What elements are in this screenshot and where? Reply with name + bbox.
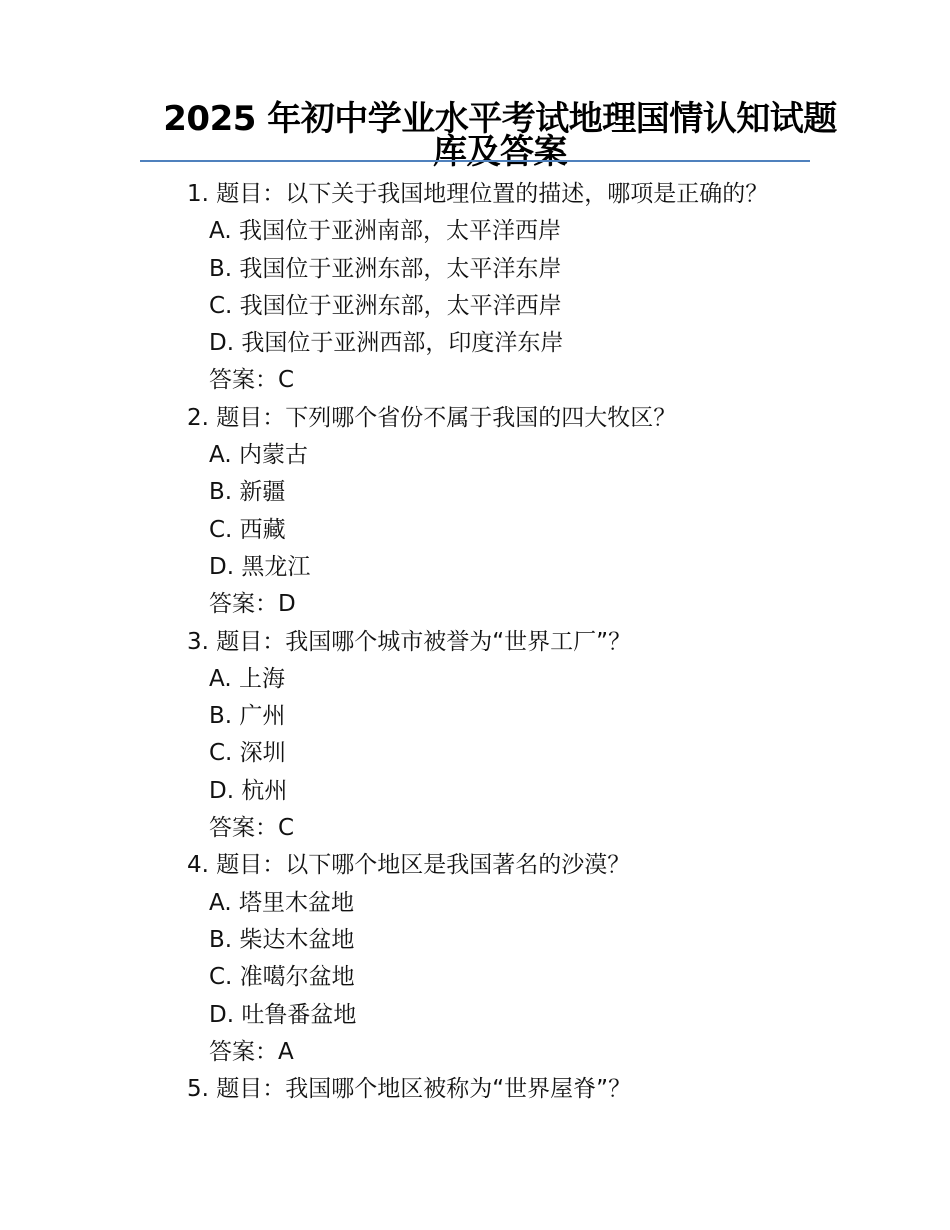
- question-4-option-d: D. 吐鲁番盆地: [209, 1001, 357, 1028]
- question-2-option-c: C. 西藏: [209, 516, 286, 543]
- question-2-option-d: D. 黑龙江: [209, 553, 311, 580]
- question-3-text: 3. 题目：我国哪个城市被誉为“世界工厂”？: [187, 628, 632, 655]
- question-2-text: 2. 题目：下列哪个省份不属于我国的四大牧区？: [187, 404, 677, 431]
- question-4-option-b: B. 柴达木盆地: [209, 926, 355, 953]
- question-3-option-a: A. 上海: [209, 665, 285, 692]
- question-1-option-d: D. 我国位于亚洲西部，印度洋东岸: [209, 330, 564, 357]
- question-2-option-a: A. 内蒙古: [209, 442, 308, 469]
- question-4-option-a: A. 塔里木盆地: [209, 889, 354, 916]
- question-1-option-a: A. 我国位于亚洲南部，太平洋西岸: [209, 218, 561, 245]
- question-3-option-c: C. 深圳: [209, 740, 286, 767]
- question-list: [187, 176, 887, 1108]
- title-underline: [140, 160, 810, 162]
- document-title: 2025 年初中学业水平考试地理国情认知试题库及答案: [163, 99, 837, 172]
- question-2-answer: 答案：D: [209, 591, 296, 618]
- question-4-text: 4. 题目：以下哪个地区是我国著名的沙漠？: [187, 852, 631, 879]
- question-4-option-c: C. 准噶尔盆地: [209, 964, 355, 991]
- question-1-answer: 答案：C: [209, 367, 295, 394]
- question-1-text: 1. 题目：以下关于我国地理位置的描述，哪项是正确的？: [187, 181, 769, 207]
- question-3-answer: 答案：C: [209, 815, 295, 842]
- question-2-option-b: B. 新疆: [209, 479, 286, 506]
- question-5-text: 5. 题目：我国哪个地区被称为“世界屋脊”？: [187, 1076, 632, 1103]
- question-3-option-d: D. 杭州: [209, 777, 288, 804]
- question-1-option-b: B. 我国位于亚洲东部，太平洋东岸: [209, 255, 562, 282]
- question-1-option-c: C. 我国位于亚洲东部，太平洋西岸: [209, 292, 562, 319]
- question-3-option-b: B. 广州: [209, 703, 286, 730]
- question-4-answer: 答案：A: [209, 1038, 294, 1065]
